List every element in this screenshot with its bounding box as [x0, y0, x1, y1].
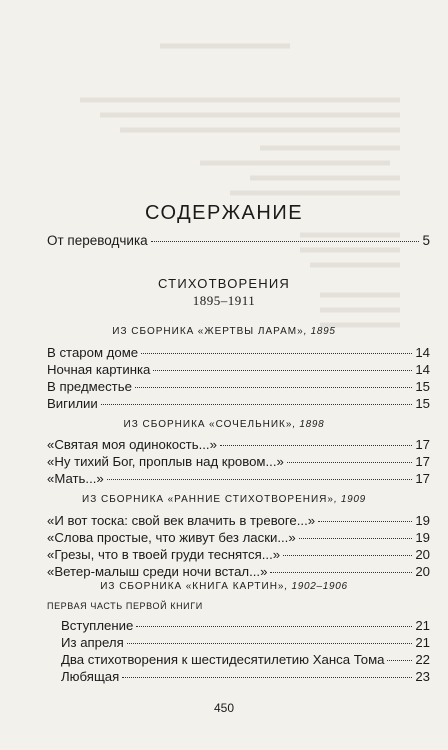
- dot-leader: [318, 521, 412, 522]
- collection-heading: [0, 494, 448, 505]
- toc-entry-label: «Слова простые, что живут без ласки...»: [47, 530, 296, 545]
- toc-title: СОДЕРЖАНИЕ: [144, 202, 304, 224]
- dot-leader: [153, 370, 412, 371]
- dot-leader: [387, 660, 412, 661]
- toc-entry-label: «И вот тоска: свой век влачить в тревоге...»: [47, 513, 316, 528]
- dot-leader: [127, 643, 413, 644]
- dot-leader: [287, 462, 413, 463]
- heading-name: «РАННИЕ СТИХОТВОРЕНИЯ»: [167, 494, 334, 505]
- toc-entry: [61, 618, 430, 633]
- toc-entry: [47, 564, 430, 579]
- toc-entry: [47, 471, 430, 486]
- collection-heading: [0, 326, 448, 337]
- heading-prefix: ИЗ СБОРНИКА: [112, 326, 195, 337]
- collection-heading: [0, 419, 448, 430]
- toc-entry-label: «Мать...»: [47, 471, 104, 486]
- toc-entry: [61, 635, 430, 650]
- toc-entry-page: 14: [415, 362, 430, 377]
- toc-entry: [47, 513, 430, 528]
- heading-prefix: ИЗ СБОРНИКА: [123, 419, 206, 430]
- toc-entry-label: Ночная картинка: [47, 362, 151, 377]
- heading-prefix: ИЗ СБОРНИКА: [82, 494, 165, 505]
- toc-entry-label: От переводчика: [47, 233, 148, 248]
- toc-entry: [47, 345, 430, 360]
- toc-entry-label: «Ну тихий Бог, проплыв над кровом...»: [47, 454, 284, 469]
- heading-year: , 1909: [333, 494, 366, 505]
- toc-entry-page: 19: [415, 530, 430, 545]
- dot-leader: [270, 572, 412, 573]
- dot-leader: [136, 626, 412, 627]
- toc-entry-label: «Грезы, что в твоей груди теснятся...»: [47, 547, 281, 562]
- dot-leader: [141, 353, 412, 354]
- section-years: 1895–1911: [192, 293, 256, 308]
- toc-entry-intro: [47, 233, 430, 248]
- toc-entry: [61, 669, 430, 684]
- toc-entry: [47, 547, 430, 562]
- toc-entry-page: 22: [415, 652, 430, 667]
- toc-entry-page: 19: [415, 513, 430, 528]
- toc-entry-page: 20: [415, 564, 430, 579]
- toc-entry-page: 21: [415, 635, 430, 650]
- toc-entry-label: Вигилии: [47, 396, 98, 411]
- toc-entry: [47, 437, 430, 452]
- section-title: СТИХОТВОРЕНИЯ: [158, 276, 290, 291]
- toc-entry-label: В старом доме: [47, 345, 139, 360]
- toc-entry-page: 23: [415, 669, 430, 684]
- page-number: 450: [213, 701, 235, 715]
- toc-entry-label: «Святая моя одинокость...»: [47, 437, 217, 452]
- toc-entry-page: 20: [415, 547, 430, 562]
- toc-entry: [47, 362, 430, 377]
- toc-entry-page: 17: [415, 471, 430, 486]
- toc-entry-page: 21: [415, 618, 430, 633]
- dot-leader: [283, 555, 412, 556]
- heading-year: , 1898: [292, 419, 325, 430]
- collection-heading: [0, 581, 448, 592]
- heading-name: «ЖЕРТВЫ ЛАРАМ»: [197, 326, 304, 337]
- dot-leader: [101, 404, 413, 405]
- dot-leader: [122, 677, 412, 678]
- toc-entry-page: 5: [422, 233, 430, 248]
- heading-name: «СОЧЕЛЬНИК»: [209, 419, 293, 430]
- toc-entry-page: 15: [415, 396, 430, 411]
- heading-year: , 1895: [303, 326, 336, 337]
- dot-leader: [135, 387, 412, 388]
- part-label: ПЕРВАЯ ЧАСТЬ ПЕРВОЙ КНИГИ: [47, 601, 203, 611]
- toc-entry-page: 14: [415, 345, 430, 360]
- toc-entry: [47, 396, 430, 411]
- toc-entry-page: 17: [415, 437, 430, 452]
- dot-leader: [220, 445, 412, 446]
- heading-name: «КНИГА КАРТИН»: [185, 581, 285, 592]
- toc-entry: [47, 530, 430, 545]
- toc-entry: [47, 379, 430, 394]
- toc-entry-page: 15: [415, 379, 430, 394]
- dot-leader: [107, 479, 413, 480]
- heading-year: , 1902–1906: [284, 581, 348, 592]
- toc-entry-page: 17: [415, 454, 430, 469]
- dot-leader: [151, 241, 420, 242]
- heading-prefix: ИЗ СБОРНИКА: [100, 581, 183, 592]
- toc-entry: [61, 652, 430, 667]
- toc-entry-label: Вступление: [61, 618, 134, 633]
- toc-entry-label: Любящая: [61, 669, 120, 684]
- toc-entry-label: «Ветер-малыш среди ночи встал...»: [47, 564, 268, 579]
- toc-entry-label: Из апреля: [61, 635, 124, 650]
- dot-leader: [299, 538, 413, 539]
- toc-entry-label: Два стихотворения к шестидесятилетию Ханса Тома: [61, 652, 385, 667]
- toc-entry: [47, 454, 430, 469]
- toc-entry-label: В предместье: [47, 379, 132, 394]
